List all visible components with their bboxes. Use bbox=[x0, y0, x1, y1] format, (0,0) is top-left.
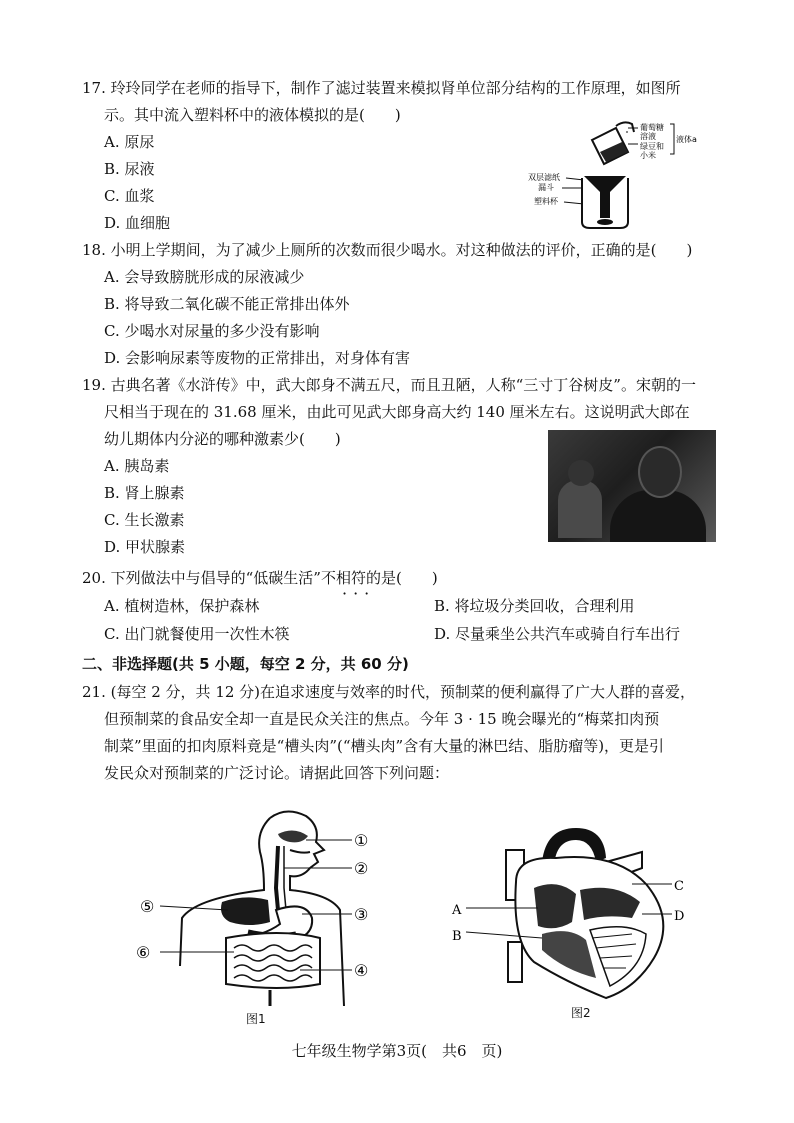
fig2-label-d: D bbox=[674, 909, 685, 924]
q18-option-d: D. 会影响尿素等废物的正常排出，对身体有害 bbox=[104, 349, 411, 367]
q20-option-d: D. 尽量乘坐公共汽车或骑自行车出行 bbox=[434, 625, 681, 643]
q20-option-a: A. 植树造林，保护森林 bbox=[104, 597, 260, 615]
q19-stem-line1: 19. 古典名著《水浒传》中，武大郎身不满五尺，而且丑陋，人称“三寸丁谷树皮”。宋朝的一 bbox=[82, 376, 696, 394]
q19-stem-line3: 幼儿期体内分泌的哪种激素少( ) bbox=[104, 430, 341, 448]
section-2-heading: 二、非选择题(共 5 小题，每空 2 分，共 60 分) bbox=[82, 655, 409, 673]
pouring-beaker bbox=[592, 122, 634, 164]
q17-option-a: A. 原尿 bbox=[104, 133, 155, 151]
q20-option-b: B. 将垃圾分类回收，合理利用 bbox=[434, 597, 635, 615]
q18-option-c: C. 少喝水对尿量的多少没有影响 bbox=[104, 322, 320, 340]
q21-line4: 发民众对预制菜的广泛讨论。请据此回答下列问题： bbox=[104, 764, 450, 782]
fig1-label-3: ③ bbox=[354, 905, 369, 924]
q21-line1: 21. (每空 2 分，共 12 分)在追求速度与效率的时代，预制菜的便利赢得了广大人群的喜爱， bbox=[82, 683, 696, 701]
q19-option-b: B. 肾上腺素 bbox=[104, 484, 185, 502]
funnel-and-cup bbox=[582, 176, 628, 228]
fig2-caption: 图2 bbox=[571, 1006, 591, 1020]
q19-option-a: A. 胰岛素 bbox=[104, 457, 170, 475]
fig1-label-2: ② bbox=[354, 859, 369, 878]
fig1-caption: 图1 bbox=[246, 1012, 266, 1026]
q21-line2: 但预制菜的食品安全却一直是民众关注的焦点。今年 3 · 15 晚会曝光的“梅菜扣肉预 bbox=[104, 710, 660, 728]
page-footer: 七年级生物学第3页( 共6 页) bbox=[291, 1042, 503, 1060]
q21-line3: 制菜”里面的扣肉原料竟是“槽头肉”(“槽头肉”含有大量的淋巴结、脂肪瘤等)，更是引 bbox=[104, 737, 665, 755]
q20-option-c: C. 出门就餐使用一次性木筷 bbox=[104, 625, 290, 643]
q19-stem-line2: 尺相当于现在的 31.68 厘米，由此可见武大郎身高大约 140 厘米左右。这说明武大郎在 bbox=[104, 403, 690, 421]
q19-option-d: D. 甲状腺素 bbox=[104, 538, 186, 556]
q17-option-d: D. 血细胞 bbox=[104, 214, 171, 232]
q17-stem-line2: 示。其中流入塑料杯中的液体模拟的是( ) bbox=[104, 106, 401, 124]
q19-option-c: C. 生长激素 bbox=[104, 511, 185, 529]
q18-stem: 18. 小明上学期间，为了减少上厕所的次数而很少喝水。对这种做法的评价，正确的是( ) bbox=[82, 241, 693, 259]
q17-option-c: C. 血浆 bbox=[104, 187, 155, 205]
emphasis-dots: ··· bbox=[342, 584, 376, 603]
q18-option-a: A. 会导致膀胱形成的尿液减少 bbox=[104, 268, 305, 286]
label-mung-1: 绿豆和 bbox=[640, 142, 664, 151]
fig1-label-5: ⑤ bbox=[140, 897, 155, 916]
fig1-label-6: ⑥ bbox=[136, 943, 151, 962]
fig1-label-4: ④ bbox=[354, 961, 369, 980]
drama-still-photo bbox=[548, 430, 716, 542]
digestive-system-figure bbox=[130, 806, 390, 1016]
label-glucose-1: 葡萄糖 bbox=[640, 123, 664, 132]
label-filter-paper: 双层滤纸 bbox=[528, 173, 560, 182]
fig2-label-a: A bbox=[452, 903, 462, 918]
fig2-label-c: C bbox=[674, 879, 684, 894]
q17-stem-line1: 17. 玲玲同学在老师的指导下，制作了滤过装置来模拟肾单位部分结构的工作原理，如图所 bbox=[82, 79, 681, 97]
fig1-label-1: ① bbox=[354, 831, 369, 850]
filter-apparatus-figure bbox=[520, 118, 720, 230]
label-plastic-cup: 塑料杯 bbox=[534, 197, 558, 206]
fig2-label-b: B bbox=[452, 929, 462, 944]
label-mung-2: 小米 bbox=[640, 151, 656, 160]
heart-figure bbox=[446, 822, 696, 1002]
q18-option-b: B. 将导致二氧化碳不能正常排出体外 bbox=[104, 295, 350, 313]
q20-stem: 20. 下列做法中与倡导的“低碳生活”不相符的是( ) bbox=[82, 569, 438, 587]
label-liquid-a: 液体a bbox=[676, 135, 697, 144]
label-funnel: 漏斗 bbox=[538, 183, 554, 192]
q17-option-b: B. 尿液 bbox=[104, 160, 155, 178]
label-glucose-2: 溶液 bbox=[640, 132, 656, 141]
